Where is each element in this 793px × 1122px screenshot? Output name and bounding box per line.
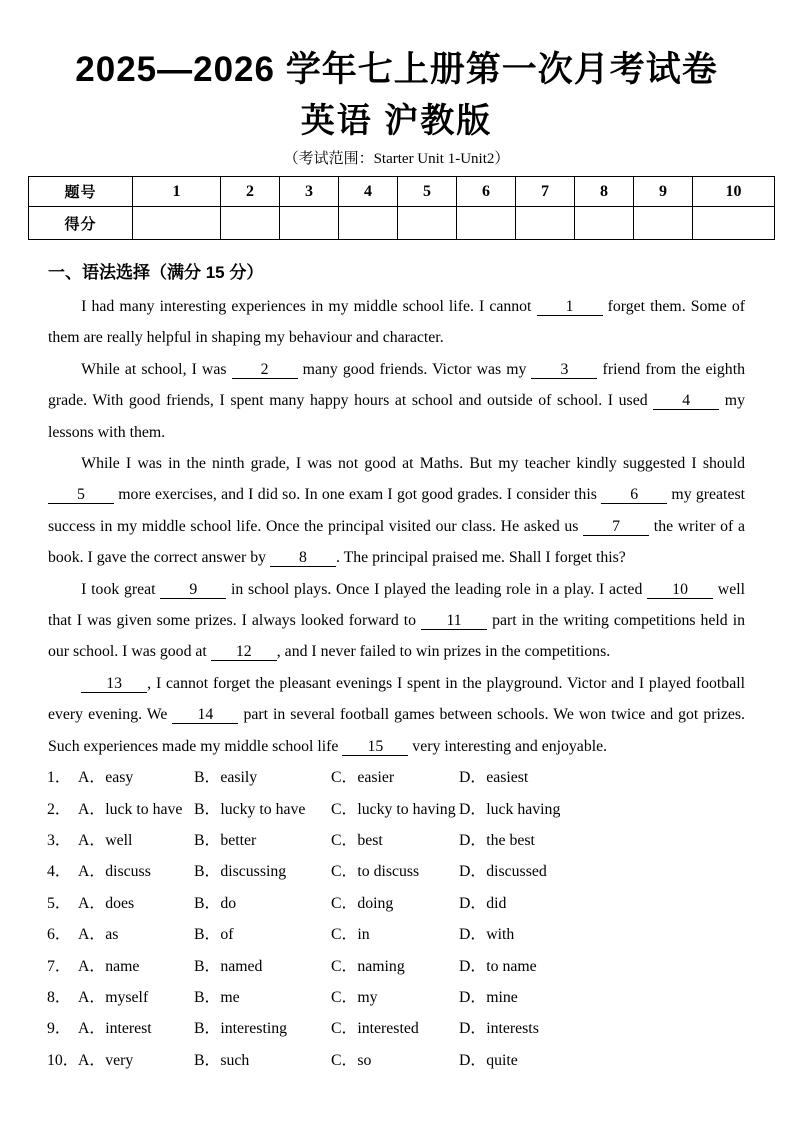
- question-number: 2．: [47, 800, 71, 818]
- cloze-blank-13: 13: [81, 675, 147, 693]
- question-number: 7．: [47, 957, 71, 975]
- passage-paragraph: [48, 291, 745, 354]
- score-cell: [693, 207, 775, 240]
- cloze-blank-10: 10: [647, 581, 713, 599]
- score-row: [29, 207, 775, 240]
- option-c: C．doing: [331, 894, 394, 912]
- passage-text: forget them. Some of them are really helpful in shaping my behaviour and character.: [48, 298, 745, 347]
- passage-text: . The principal praised me. Shall I forget this?: [335, 549, 626, 567]
- option-d: D．mine: [459, 988, 518, 1006]
- question-row: [47, 951, 793, 982]
- passage-text: more exercises, and I did so. In one exam I got good grades. I consider this: [114, 486, 602, 504]
- question-number-cell: 10: [693, 177, 775, 207]
- exam-title-line1: 2025—2026 学年七上册第一次月考试卷: [75, 50, 718, 89]
- option-d: D．quite: [459, 1051, 518, 1069]
- passage-text: my greatest success in my middle school life. Once the principal visited our class. He asked us: [48, 486, 745, 535]
- passage-text: , and I never failed to win prizes in the competitions.: [276, 643, 611, 661]
- option-c: C．interested: [331, 1020, 419, 1038]
- score-cell: [457, 207, 516, 240]
- option-d: D．interests: [459, 1020, 539, 1038]
- option-b: B．discussing: [194, 863, 287, 881]
- question-number: 8．: [47, 988, 71, 1006]
- passage-text: While I was in the ninth grade, I was not good at Maths. But my teacher kindly suggested I should: [81, 455, 745, 473]
- cloze-blank-2: 2: [232, 361, 298, 379]
- cloze-blank-8: 8: [270, 549, 336, 567]
- option-b: B．easily: [194, 769, 258, 787]
- passage-paragraph: [48, 448, 745, 574]
- option-a: A．easy: [78, 769, 134, 787]
- question-number-cell: 8: [575, 177, 634, 207]
- cloze-blank-6: 6: [601, 486, 667, 504]
- passage-text: in school plays. Once I played the leading role in a play. I acted: [226, 580, 648, 598]
- question-number: 4．: [47, 863, 71, 881]
- cloze-blank-11: 11: [421, 612, 487, 630]
- option-b: B．me: [194, 988, 240, 1006]
- passage-text: I took great: [81, 580, 161, 598]
- question-number: 10．: [47, 1051, 79, 1069]
- option-a: A．does: [78, 894, 135, 912]
- cloze-blank-14: 14: [172, 706, 238, 724]
- passage-text: friend from the eighth grade. With good friends, I spent many happy hours at school and outside of school. I used: [48, 360, 745, 410]
- option-a: A．name: [78, 957, 140, 975]
- score-cell: [398, 207, 457, 240]
- question-row: [47, 888, 793, 919]
- cloze-blank-3: 3: [531, 361, 597, 379]
- question-number-label: 题号: [29, 177, 133, 207]
- option-c: C．naming: [331, 957, 405, 975]
- question-row: [47, 982, 793, 1013]
- question-number-cell: 1: [133, 177, 221, 207]
- score-cell: [339, 207, 398, 240]
- option-c: C．my: [331, 988, 378, 1006]
- options-list: [47, 762, 793, 1076]
- option-a: A．as: [78, 926, 119, 944]
- score-cell: [634, 207, 693, 240]
- option-b: B．such: [194, 1051, 250, 1069]
- score-cell: [280, 207, 339, 240]
- option-d: D．discussed: [459, 863, 547, 881]
- cloze-blank-1: 1: [537, 298, 603, 316]
- passage-text: While at school, I was: [81, 360, 232, 378]
- question-row: [47, 919, 793, 950]
- passage-text: well that I was given some prizes. I always looked forward to: [48, 580, 746, 630]
- question-number-cell: 6: [457, 177, 516, 207]
- score-table: [28, 176, 775, 240]
- passage-text: very interesting and enjoyable.: [408, 737, 608, 755]
- option-d: D．the best: [459, 831, 535, 849]
- passage-text: my lessons with them.: [48, 392, 745, 441]
- passage-text: part in the writing competitions held in our school. I was good at: [48, 612, 745, 661]
- question-row: [47, 762, 793, 793]
- question-number-cell: 7: [516, 177, 575, 207]
- option-a: A．luck to have: [78, 800, 183, 818]
- question-number-cell: 4: [339, 177, 398, 207]
- score-cell: [133, 207, 221, 240]
- option-c: C．lucky to having: [331, 800, 456, 818]
- cloze-blank-5: 5: [48, 486, 114, 504]
- option-a: A．very: [78, 1051, 134, 1069]
- question-number: 1．: [47, 769, 71, 787]
- cloze-blank-4: 4: [653, 392, 719, 410]
- option-b: B．named: [194, 957, 263, 975]
- question-number: 6．: [47, 926, 71, 944]
- passage-paragraph: [48, 574, 745, 668]
- option-c: C．in: [331, 926, 370, 944]
- option-d: D．luck having: [459, 800, 561, 818]
- cloze-blank-7: 7: [583, 518, 649, 536]
- option-b: B．of: [194, 926, 234, 944]
- passage-text: part in several football games between schools. We won twice and got prizes. Such experiences made my middle school life: [48, 706, 745, 755]
- question-row: [47, 825, 793, 856]
- option-c: C．easier: [331, 769, 395, 787]
- passage-text: the writer of a book. I gave the correct answer by: [48, 517, 746, 567]
- option-a: A．myself: [78, 988, 149, 1006]
- option-d: D．did: [459, 894, 507, 912]
- question-number-cell: 9: [634, 177, 693, 207]
- score-cell: [221, 207, 280, 240]
- cloze-blank-12: 12: [211, 643, 277, 661]
- passage-paragraph: [48, 354, 745, 448]
- question-number: 9．: [47, 1020, 71, 1038]
- score-cell: [575, 207, 634, 240]
- question-number-cell: 3: [280, 177, 339, 207]
- question-number-cell: 2: [221, 177, 280, 207]
- question-row: [47, 794, 793, 825]
- option-c: C．best: [331, 831, 383, 849]
- passage-text: I had many interesting experiences in my middle school life. I cannot: [81, 298, 537, 315]
- option-b: B．do: [194, 894, 237, 912]
- option-b: B．interesting: [194, 1020, 288, 1038]
- option-a: A．well: [78, 831, 133, 849]
- option-d: D．easiest: [459, 769, 529, 787]
- exam-scope: （考试范围：Starter Unit 1-Unit2）: [283, 151, 510, 167]
- passage-text: , I cannot forget the pleasant evenings I spent in the playground. Victor and I played football every evening. We: [48, 674, 745, 724]
- option-b: B．lucky to have: [194, 800, 306, 818]
- question-number: 5．: [47, 894, 71, 912]
- question-row: [47, 1045, 793, 1076]
- score-label: 得分: [29, 207, 133, 240]
- cloze-blank-9: 9: [160, 581, 226, 599]
- question-number: 3．: [47, 831, 71, 849]
- question-row: [47, 1013, 793, 1044]
- question-number-cell: 5: [398, 177, 457, 207]
- option-c: C．so: [331, 1051, 372, 1069]
- score-cell: [516, 207, 575, 240]
- option-d: D．to name: [459, 957, 537, 975]
- passage-text: many good friends. Victor was my: [297, 360, 532, 378]
- option-a: A．interest: [78, 1020, 152, 1038]
- option-c: C．to discuss: [331, 863, 420, 881]
- cloze-passage: [0, 291, 793, 762]
- question-number-row: [29, 177, 775, 207]
- option-a: A．discuss: [78, 863, 151, 881]
- passage-paragraph: [48, 668, 745, 762]
- option-d: D．with: [459, 926, 515, 944]
- question-row: [47, 856, 793, 887]
- cloze-blank-15: 15: [342, 738, 408, 756]
- exam-title-line2: 英语 沪教版: [300, 102, 493, 140]
- section-heading: 一、语法选择（满分 15 分）: [48, 263, 264, 282]
- option-b: B．better: [194, 831, 257, 849]
